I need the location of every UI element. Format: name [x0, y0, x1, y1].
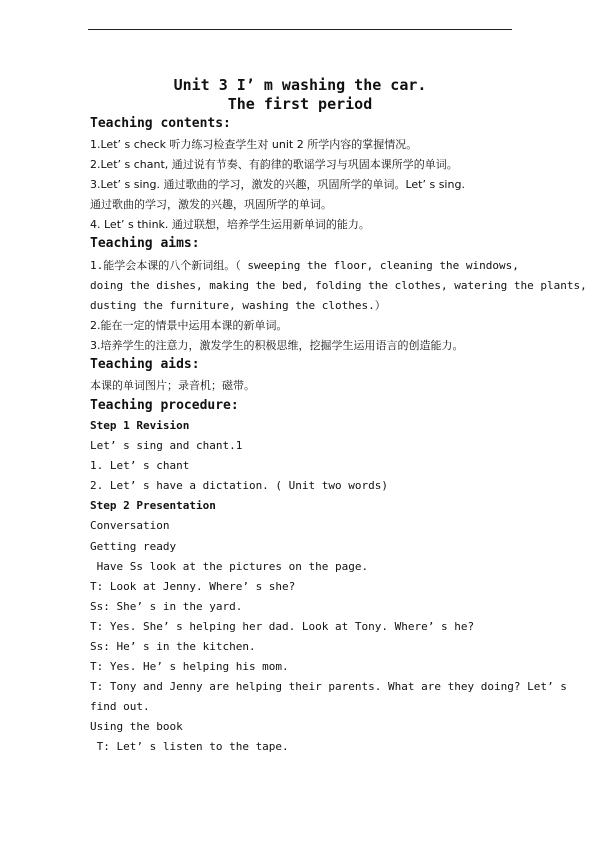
- aims-line: dusting the furniture, washing the clothes.）: [90, 299, 386, 312]
- procedure-line: T: Look at Jenny. Where’ s she?: [90, 580, 296, 593]
- procedure-line: T: Tony and Jenny are helping their parents. What are they doing? Let’ s: [90, 680, 567, 693]
- contents-line: 2.Let’ s chant, 通过说有节奏、有韵律的歌谣学习与巩固本课所学的单词。: [90, 158, 458, 171]
- procedure-line: Using the book: [90, 720, 183, 733]
- contents-line: 3.Let’ s sing. 通过歌曲的学习，激发的兴趣，巩固所学的单词。Let’ s sing.: [90, 178, 465, 191]
- procedure-line: 1. Let’ s chant: [90, 459, 190, 472]
- aims-line: doing the dishes, making the bed, folding the clothes, watering the plants,: [90, 279, 587, 292]
- top-rule: [88, 29, 512, 30]
- procedure-line: T: Let’ s listen to the tape.: [90, 740, 289, 753]
- aids-line: 本课的单词图片；录音机；磁带。: [90, 379, 255, 392]
- heading-teaching-procedure: Teaching procedure:: [90, 398, 239, 413]
- aims-line: 2.能在一定的情景中运用本课的新单词。: [90, 319, 288, 332]
- aims-line: 1.能学会本课的八个新词组。（ sweeping the floor, cleaning the windows,: [90, 259, 519, 272]
- step-1-heading: Step 1 Revision: [90, 419, 190, 432]
- procedure-line: Let’ s sing and chant.1: [90, 439, 243, 452]
- heading-teaching-contents: Teaching contents:: [90, 116, 231, 131]
- procedure-line: Getting ready: [90, 540, 177, 553]
- contents-line: 4. Let’ s think. 通过联想，培养学生运用新单词的能力。: [90, 218, 370, 231]
- contents-line: 通过歌曲的学习，激发的兴趣，巩固所学的单词。: [90, 198, 332, 211]
- procedure-line: T: Yes. She’ s helping her dad. Look at Tony. Where’ s he?: [90, 620, 475, 633]
- contents-line: 1.Let’ s check 听力练习检查学生对 unit 2 所学内容的掌握情况。: [90, 138, 418, 151]
- aims-line: 3.培养学生的注意力，激发学生的积极思维，挖掘学生运用语言的创造能力。: [90, 339, 464, 352]
- procedure-line: Ss: He’ s in the kitchen.: [90, 640, 256, 653]
- procedure-line: Conversation: [90, 519, 170, 532]
- procedure-line: T: Yes. He’ s helping his mom.: [90, 660, 289, 673]
- step-2-heading: Step 2 Presentation: [90, 499, 216, 512]
- document-subtitle: The first period: [227, 95, 373, 113]
- procedure-line: Have Ss look at the pictures on the page.: [90, 560, 369, 573]
- procedure-line: find out.: [90, 700, 150, 713]
- procedure-line: Ss: She’ s in the yard.: [90, 600, 243, 613]
- heading-teaching-aims: Teaching aims:: [90, 236, 200, 251]
- heading-teaching-aids: Teaching aids:: [90, 357, 200, 372]
- document-title: Unit 3 I’ m washing the car.: [173, 76, 427, 94]
- procedure-line: 2. Let’ s have a dictation. ( Unit two words): [90, 479, 389, 492]
